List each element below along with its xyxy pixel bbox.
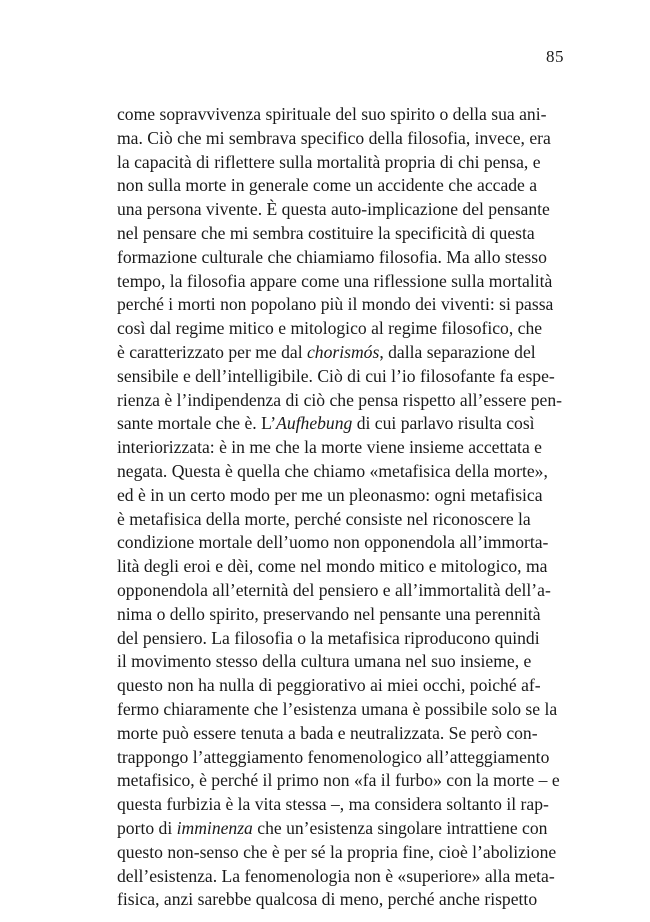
text-segment: questo non-senso che è per sé la propria fine, cioè l’abolizione [117,841,557,862]
text-line [117,365,570,389]
text-line [117,555,570,579]
text-line [117,341,570,365]
text-line [117,103,570,127]
italic-term: imminenza [176,817,253,838]
text-line [117,484,570,508]
text-segment: così dal regime mitico e mitologico al regime filosofico, che [117,318,543,339]
text-line [117,888,570,912]
text-segment: una persona vivente. È questa auto-implicazione del pensante [117,199,550,220]
text-line [117,460,570,484]
text-segment: negata. Questa è quella che chiamo «metafisica della morte», [117,460,548,481]
text-segment: lità degli eroi e dèi, come nel mondo mitico e mitologico, ma [117,556,548,577]
text-segment: di cui parlavo risulta così [352,413,535,434]
text-line [117,198,570,222]
text-segment: trappongo l’atteggiamento fenomenologico all’atteggiamento [117,746,550,767]
text-line [117,222,570,246]
text-line [117,436,570,460]
text-segment: formazione culturale che chiamiamo filosofia. Ma allo stesso [117,246,547,267]
text-segment: che un’esistenza singolare intrattiene con [252,817,548,838]
text-segment: perché i morti non popolano più il mondo dei viventi: si passa [117,294,554,315]
text-line [117,841,570,865]
text-segment: è metafisica della morte, perché consiste nel riconoscere la [117,508,531,529]
text-line [117,151,570,175]
text-segment: interiorizzata: è in me che la morte viene insieme accettata e [117,437,542,458]
text-line [117,412,570,436]
text-segment: la capacità di riflettere sulla mortalità propria di chi pensa, e [117,151,541,172]
text-segment: sensibile e dell’intelligibile. Ciò di cui l’io filosofante fa espe- [117,365,555,386]
text-segment: ma. Ciò che mi sembrava specifico della filosofia, invece, era [117,127,551,148]
text-line [117,817,570,841]
text-line [117,317,570,341]
text-line [117,246,570,270]
text-segment: questa furbizia è la vita stessa –, ma considera soltanto il rap- [117,794,549,815]
text-segment: dell’esistenza. La fenomenologia non è «superiore» alla meta- [117,865,555,886]
text-line [117,293,570,317]
text-line [117,698,570,722]
page-number: 85 [546,47,564,66]
text-segment: condizione mortale dell’uomo non opponendola all’immorta- [117,532,549,553]
text-line [117,746,570,770]
text-segment: nima o dello spirito, preservando nel pensante una perennità [117,603,541,624]
text-segment: metafisico, è perché il primo non «fa il furbo» con la morte – e [117,770,560,791]
text-line [117,603,570,627]
text-line [117,389,570,413]
text-segment: non sulla morte in generale come un accidente che accade a [117,175,538,196]
text-segment: del pensiero. La filosofia o la metafisica riproducono quindi [117,627,540,648]
text-segment: tempo, la filosofia appare come una riflessione sulla mortalità [117,270,553,291]
text-line [117,508,570,532]
text-segment: opponendola all’eternità del pensiero e all’immortalità dell’a- [117,579,551,600]
italic-term: chorismós [306,341,380,362]
text-segment: fisica, anzi sarebbe qualcosa di meno, perché anche rispetto [117,889,538,910]
text-line [117,579,570,603]
text-segment: fermo chiaramente che l’esistenza umana è possibile solo se la [117,698,558,719]
text-segment: rienza è l’indipendenza di ciò che pensa rispetto all’essere pen- [117,389,563,410]
text-line [117,722,570,746]
italic-term: Aufhebung [276,413,353,434]
text-segment: come sopravvivenza spirituale del suo spirito o della sua ani- [117,104,547,124]
text-segment: è caratterizzato per me dal [117,341,307,362]
text-segment: morte può essere tenuta a bada e neutralizzata. Se però con- [117,722,538,743]
text-line [117,650,570,674]
body-text [117,103,570,912]
text-segment: il movimento stesso della cultura umana nel suo insieme, e [117,651,532,672]
text-line [117,674,570,698]
text-segment: sante mortale che è. L’ [117,413,277,434]
text-segment: porto di [117,817,177,838]
text-line [117,127,570,151]
text-line [117,865,570,889]
text-line [117,531,570,555]
text-segment: , dalla separazione del [379,341,536,362]
text-line [117,769,570,793]
text-line [117,793,570,817]
text-segment: questo non ha nulla di peggiorativo ai miei occhi, poiché af- [117,675,541,696]
text-line [117,174,570,198]
text-line [117,627,570,651]
text-line [117,270,570,294]
text-segment: nel pensare che mi sembra costituire la specificità di questa [117,222,535,243]
text-segment: ed è in un certo modo per me un pleonasmo: ogni metafisica [117,484,543,505]
